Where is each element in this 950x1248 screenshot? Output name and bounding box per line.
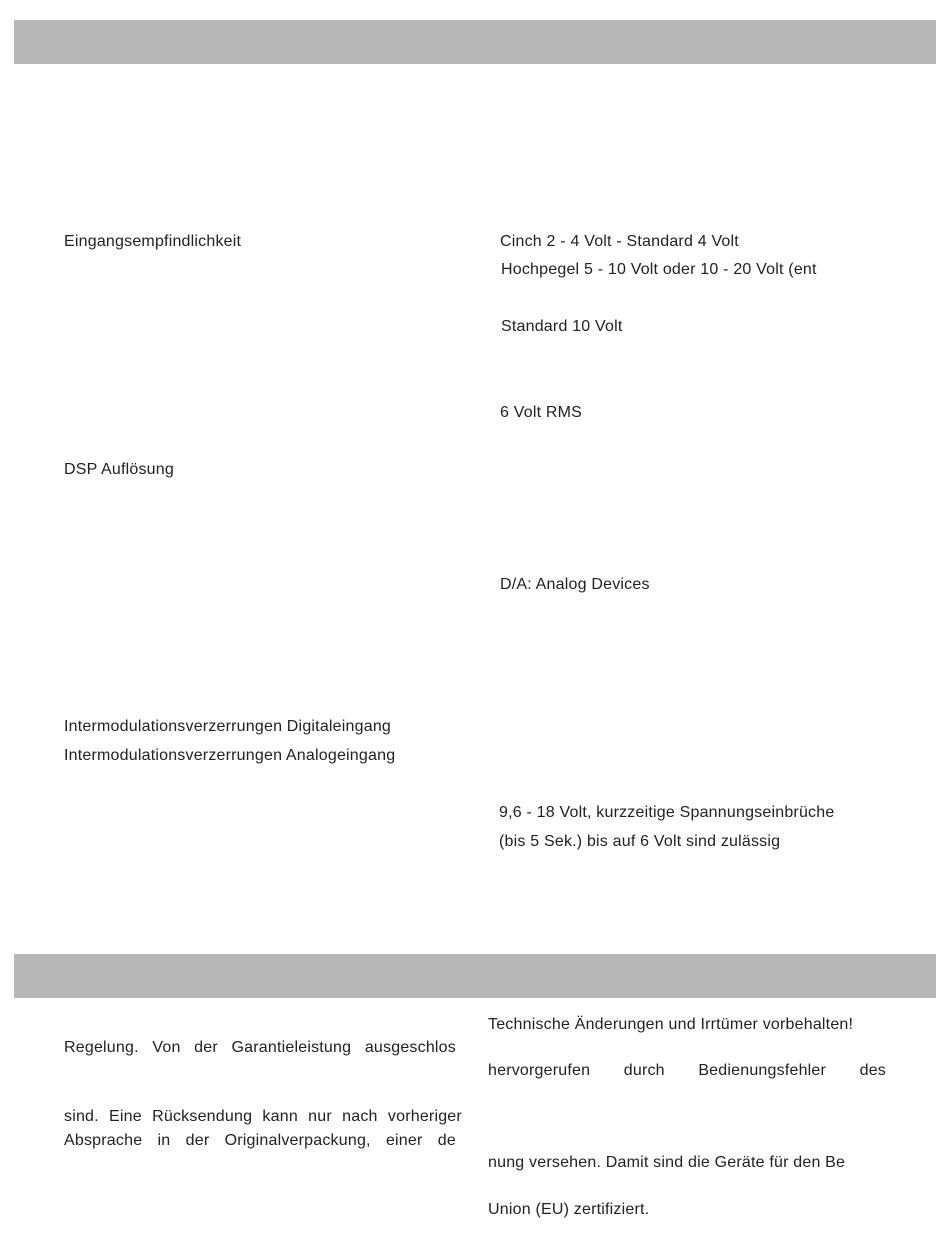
word: Originalverpackung, — [224, 1132, 371, 1149]
certification-line-1: nung versehen. Damit sind die Geräte für den Be — [488, 1154, 846, 1171]
word: durch — [623, 1062, 665, 1079]
spec-label-dsp-resolution: DSP Auflösung — [64, 461, 174, 478]
spec-value-cinch: Cinch 2 - 4 Volt - Standard 4 Volt — [500, 233, 739, 250]
spec-value-supply-voltage-note: (bis 5 Sek.) bis auf 6 Volt sind zulässig — [499, 833, 781, 850]
word: der — [194, 1039, 218, 1056]
word: Garantieleistung — [231, 1039, 352, 1056]
word: hervorgerufen — [488, 1062, 591, 1079]
bottom-section-header-bar — [14, 954, 936, 998]
warranty-line-3 — [64, 1131, 456, 1151]
operating-error-line — [488, 1061, 886, 1081]
spec-value-highlevel-standard: Standard 10 Volt — [501, 318, 623, 335]
top-section-header-bar — [14, 20, 936, 64]
spec-label-input-sensitivity: Eingangsempfindlichkeit — [64, 233, 242, 250]
word: Rücksendung — [152, 1108, 253, 1125]
spec-value-highlevel: Hochpegel 5 - 10 Volt oder 10 - 20 Volt (ent — [501, 261, 817, 278]
word: nach — [342, 1108, 378, 1125]
spec-value-da-converter: D/A: Analog Devices — [500, 576, 650, 593]
disclaimer-text: Technische Änderungen und Irrtümer vorbehalten! — [488, 1016, 854, 1033]
word: ausgeschlos — [364, 1039, 456, 1056]
word: in — [157, 1132, 171, 1149]
spec-value-output-voltage: 6 Volt RMS — [500, 404, 583, 421]
word: vorheriger — [387, 1108, 462, 1125]
word: sind. — [64, 1108, 99, 1125]
word: Von — [152, 1039, 181, 1056]
word: Bedienungsfehler — [698, 1062, 827, 1079]
word: Absprache — [64, 1132, 143, 1149]
word: kann — [262, 1108, 298, 1125]
certification-line-2: Union (EU) zertifiziert. — [488, 1201, 650, 1218]
word: Regelung. — [64, 1039, 139, 1056]
spec-label-imd-analog: Intermodulationsverzerrungen Analogeingang — [64, 747, 396, 764]
word: de — [437, 1132, 456, 1149]
spec-label-imd-digital: Intermodulationsverzerrungen Digitaleingang — [64, 718, 392, 735]
warranty-line-2 — [64, 1107, 462, 1127]
word: einer — [385, 1132, 423, 1149]
warranty-line-1 — [64, 1038, 456, 1058]
word: nur — [308, 1108, 332, 1125]
word: der — [185, 1132, 210, 1149]
word: des — [859, 1062, 886, 1079]
spec-value-supply-voltage: 9,6 - 18 Volt, kurzzeitige Spannungseinbrüche — [499, 804, 835, 821]
word: Eine — [109, 1108, 142, 1125]
